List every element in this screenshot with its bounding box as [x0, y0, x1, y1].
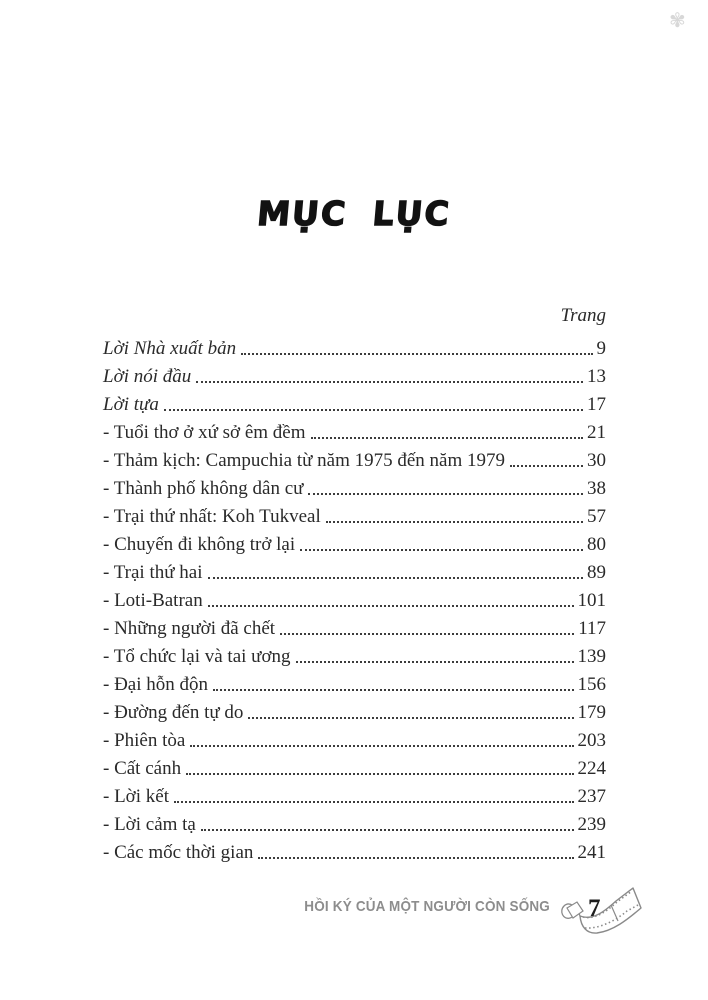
toc-entry-page: 89 — [587, 562, 606, 583]
dotted-leader — [308, 493, 583, 495]
toc-entry-label: - Đại hỗn độn — [103, 674, 209, 695]
dotted-leader — [300, 549, 583, 551]
toc-row — [103, 529, 606, 557]
toc-entry-label: - Lời cảm tạ — [103, 814, 196, 835]
dotted-leader — [208, 577, 584, 579]
toc-entry-label: Lời nói đầu — [103, 366, 192, 387]
toc-entry-page: 239 — [577, 814, 606, 835]
toc-entry-label: Lời tựa — [103, 394, 159, 415]
toc-entry-page: 13 — [587, 366, 606, 387]
toc-row — [103, 781, 606, 809]
dotted-leader — [201, 829, 574, 831]
toc-row — [103, 333, 606, 361]
toc-row — [103, 753, 606, 781]
dotted-leader — [164, 409, 583, 411]
toc-row — [103, 613, 606, 641]
toc-entry-page: 57 — [587, 506, 606, 527]
toc-entry-page: 17 — [587, 394, 606, 415]
toc-entry-page: 38 — [587, 478, 606, 499]
toc-entry-page: 21 — [587, 422, 606, 443]
toc-entry-page: 80 — [587, 534, 606, 555]
dotted-leader — [208, 605, 574, 607]
toc-entry-page: 101 — [577, 590, 606, 611]
page-footer — [0, 884, 648, 940]
toc-entry-page: 156 — [577, 674, 606, 695]
dotted-leader — [196, 381, 583, 383]
toc-row — [103, 417, 606, 445]
toc-entry-page: 117 — [578, 618, 606, 639]
toc-entry-page: 30 — [587, 450, 606, 471]
toc-list — [103, 333, 606, 865]
toc-entry-label: - Lời kết — [103, 786, 169, 807]
dotted-leader — [241, 353, 592, 355]
running-title: HỒI KÝ CỦA MỘT NGƯỜI CÒN SỐNG — [304, 898, 550, 915]
toc-row — [103, 697, 606, 725]
film-strip-icon — [555, 884, 648, 940]
toc-entry-label: - Đường đến tự do — [103, 702, 244, 723]
toc-entry-label: - Tuổi thơ ở xứ sở êm đềm — [103, 422, 306, 443]
toc-entry-page: 203 — [577, 730, 606, 751]
toc-row — [103, 361, 606, 389]
dotted-leader — [280, 633, 574, 635]
dotted-leader — [248, 717, 573, 719]
toc-entry-label: Lời Nhà xuất bản — [103, 338, 237, 359]
toc-entry-label: - Cất cánh — [103, 758, 182, 779]
toc-row — [103, 557, 606, 585]
toc-entry-page: 139 — [577, 646, 606, 667]
toc-entry-label: - Loti-Batran — [103, 590, 203, 611]
toc-entry-label: - Trại thứ nhất: Koh Tukveal — [103, 506, 321, 527]
toc-row — [103, 809, 606, 837]
dotted-leader — [311, 437, 584, 439]
toc-entry-label: - Phiên tòa — [103, 730, 186, 751]
toc-entry-label: - Những người đã chết — [103, 618, 276, 639]
dotted-leader — [326, 521, 583, 523]
page-column-header: Trang — [560, 305, 606, 326]
toc-entry-label: - Tổ chức lại và tai ương — [103, 646, 291, 667]
toc-row — [103, 473, 606, 501]
toc-entry-page: 224 — [577, 758, 606, 779]
toc-row — [103, 585, 606, 613]
toc-entry-page: 9 — [596, 338, 606, 359]
dotted-leader — [258, 857, 573, 859]
toc-entry-label: - Chuyến đi không trở lại — [103, 534, 296, 555]
toc-row — [103, 837, 606, 865]
toc-entry-label: - Các mốc thời gian — [103, 842, 254, 863]
table-of-contents — [103, 302, 606, 865]
toc-entry-label: - Thành phố không dân cư — [103, 478, 304, 499]
toc-entry-page: 179 — [577, 702, 606, 723]
dotted-leader — [296, 661, 574, 663]
toc-entry-label: - Trại thứ hai — [103, 562, 203, 583]
toc-row — [103, 445, 606, 473]
toc-entry-page: 237 — [577, 786, 606, 807]
toc-entry-label: - Thảm kịch: Campuchia từ năm 1975 đến năm 1979 — [103, 450, 506, 471]
dotted-leader — [174, 801, 574, 803]
toc-row — [103, 669, 606, 697]
page-title: MỤC LỤC — [255, 194, 453, 233]
toc-row — [103, 389, 606, 417]
toc-entry-page: 241 — [577, 842, 606, 863]
dotted-leader — [190, 745, 573, 747]
flower-ornament-icon: ✾ — [669, 8, 686, 32]
toc-row — [103, 641, 606, 669]
dotted-leader — [510, 465, 583, 467]
dotted-leader — [186, 773, 573, 775]
toc-row — [103, 725, 606, 753]
toc-row — [103, 501, 606, 529]
film-strip-graphic — [555, 884, 648, 940]
dotted-leader — [213, 689, 573, 691]
page-number: 7 — [588, 895, 601, 922]
